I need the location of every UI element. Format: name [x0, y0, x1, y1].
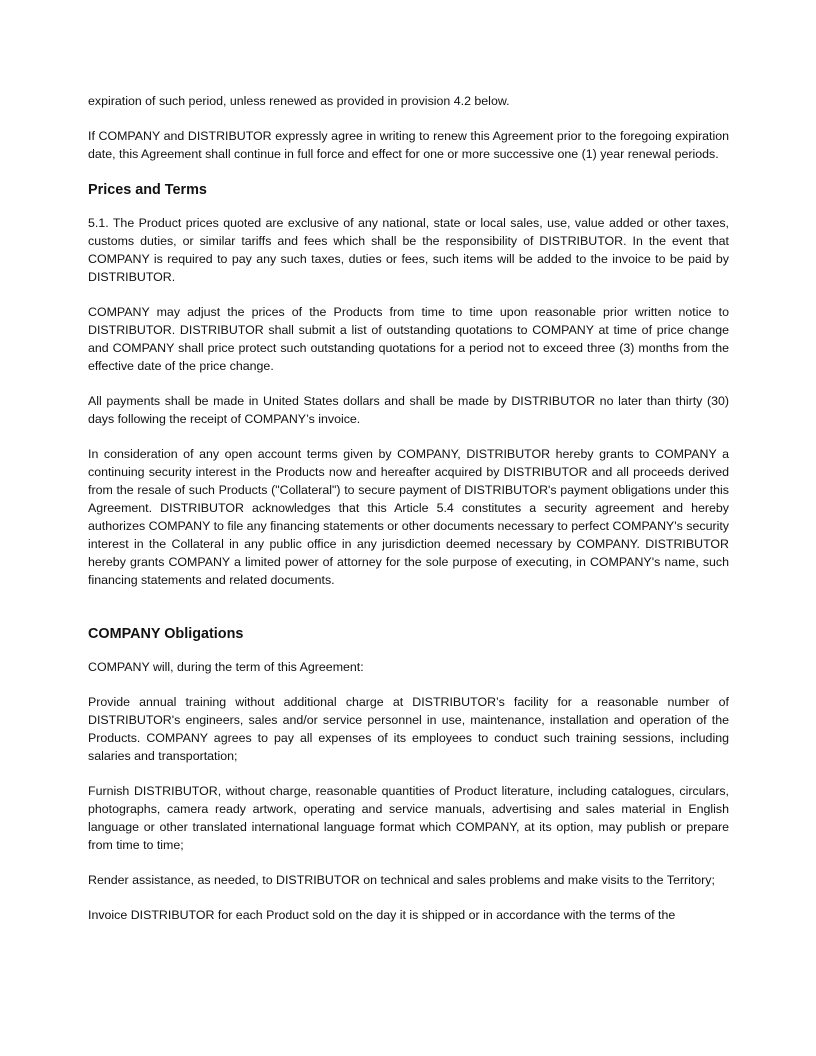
paragraph-invoice: Invoice DISTRIBUTOR for each Product sold on the day it is shipped or in accordance with the terms of the	[88, 908, 676, 922]
document-page	[88, 92, 729, 924]
paragraph-renewal-provision: expiration of such period, unless renewed as provided in provision 4.2 below.	[88, 94, 510, 108]
paragraph-price-adjustment: COMPANY may adjust the prices of the Products from time to time upon reasonable prior written notice to DISTRIBUTOR. DISTRIBUTOR shall submit a list of outstanding quotations to COMPANY at time of price change and COMPANY shall price protect such outstanding quotations for a period not to exceed three (3) months from the effective date of the price change.	[88, 305, 729, 373]
heading-company-obligations: COMPANY Obligations	[88, 626, 244, 642]
paragraph-prices-taxes: 5.1. The Product prices quoted are exclusive of any national, state or local sales, use, value added or other taxes, customs duties, or similar tariffs and fees which shall be the responsibility of DISTRIBUTOR. In the event that COMPANY is required to pay any such taxes, duties or fees, such items will be added to the invoice to be paid by DISTRIBUTOR.	[88, 216, 729, 284]
paragraph-renewal-periods: If COMPANY and DISTRIBUTOR expressly agree in writing to renew this Agreement prior to the foregoing expiration date, this Agreement shall continue in full force and effect for one or more successive one (1) year renewal periods.	[88, 129, 729, 161]
paragraph-obligations-intro: COMPANY will, during the term of this Agreement:	[88, 660, 364, 674]
paragraph-security-interest: In consideration of any open account terms given by COMPANY, DISTRIBUTOR hereby grants to COMPANY a continuing security interest in the Products now and hereafter acquired by DISTRIBUTOR and all proceeds derived from the resale of such Products ("Collateral") to secure payment of DISTRIBUTOR's payment obligations under this Agreement. DISTRIBUTOR acknowledges that this Article 5.4 constitutes a security agreement and hereby authorizes COMPANY to file any financing statements or other documents necessary to perfect COMPANY's security interest in the Collateral in any public office in any jurisdiction deemed necessary by COMPANY. DISTRIBUTOR hereby grants COMPANY a limited power of attorney for the sole purpose of executing, in COMPANY's name, such financing statements and related documents.	[88, 447, 729, 587]
paragraph-assistance: Render assistance, as needed, to DISTRIBUTOR on technical and sales problems and make visits to the Territory;	[88, 873, 715, 887]
paragraph-payments: All payments shall be made in United States dollars and shall be made by DISTRIBUTOR no later than thirty (30) days following the receipt of COMPANY’s invoice.	[88, 394, 729, 426]
heading-prices-and-terms: Prices and Terms	[88, 182, 207, 198]
paragraph-literature: Furnish DISTRIBUTOR, without charge, reasonable quantities of Product literature, including catalogues, circulars, photographs, camera ready artwork, operating and service manuals, advertising and sales material in English language or other translated international language format which COMPANY, at its option, may publish or prepare from time to time;	[88, 784, 729, 852]
paragraph-training: Provide annual training without additional charge at DISTRIBUTOR’s facility for a reasonable number of DISTRIBUTOR's engineers, sales and/or service personnel in use, maintenance, installation and operation of the Products. COMPANY agrees to pay all expenses of its employees to conduct such training sessions, including salaries and transportation;	[88, 695, 729, 763]
